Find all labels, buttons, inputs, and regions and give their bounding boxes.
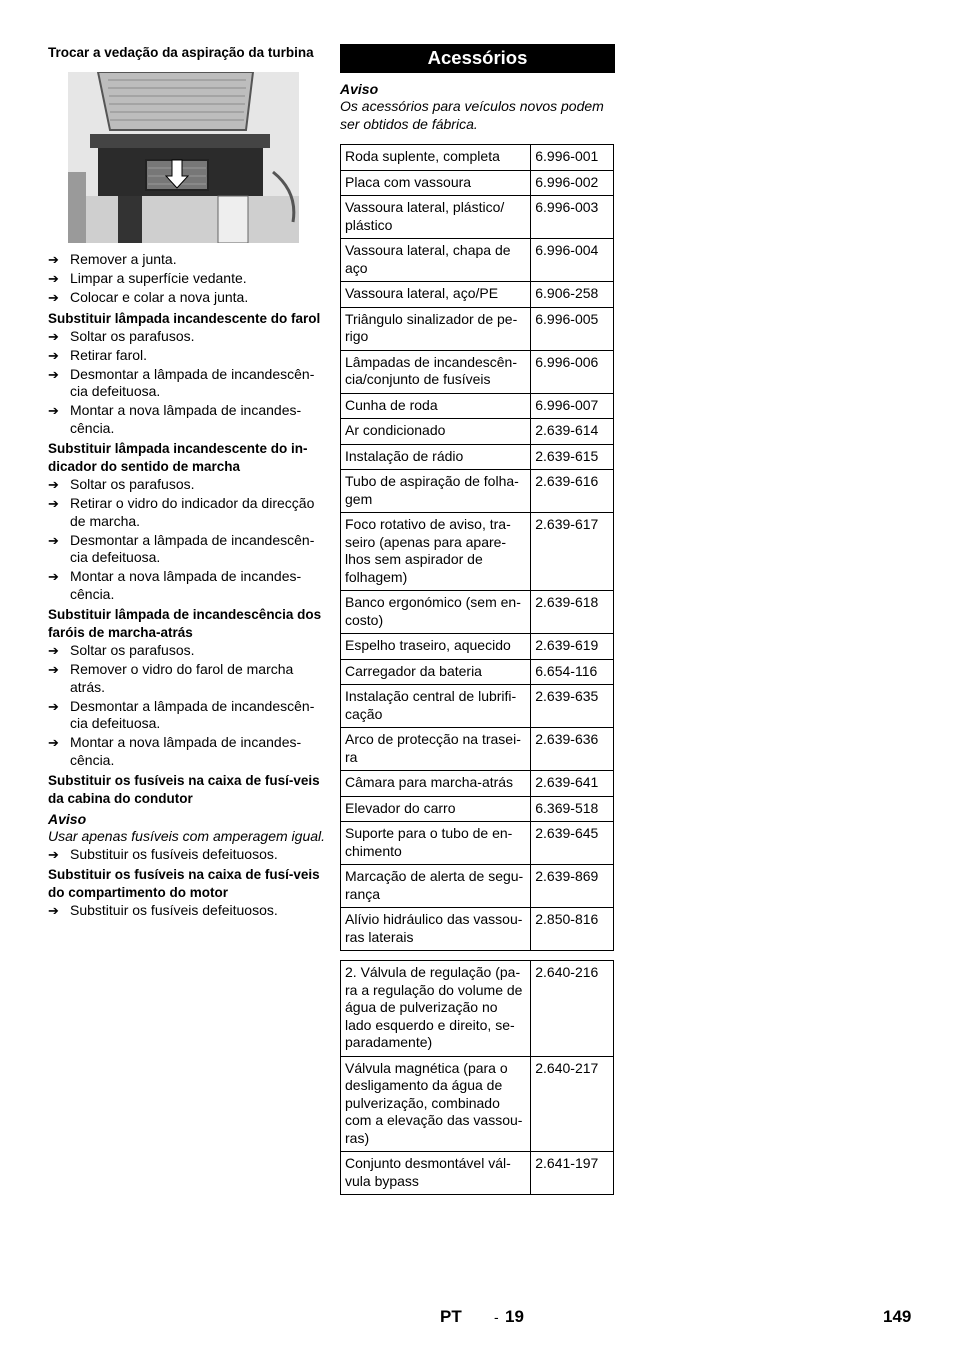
list-item: ➔ Soltar os parafusos. — [48, 642, 195, 658]
part-number: 2.639-645 — [531, 822, 614, 865]
table-row — [341, 685, 614, 728]
list-item: ➔ Limpar a superfície vedante. — [48, 270, 247, 286]
part-number: 2.639-636 — [531, 728, 614, 771]
part-number: 2.639-615 — [531, 444, 614, 470]
table-row — [341, 145, 614, 171]
part-number: 6.996-001 — [531, 145, 614, 171]
table-row — [341, 659, 614, 685]
left-column — [48, 44, 326, 921]
list-item: ➔ Colocar e colar a nova junta. — [48, 289, 249, 305]
table-row — [341, 393, 614, 419]
table-row — [341, 239, 614, 282]
notice-label: Aviso — [340, 81, 379, 97]
accessory-name: 2. Válvula de regulação (pa-ra a regulação do volume de água de pulverização no lado esquerdo e direito, se-paradamente) — [341, 961, 531, 1057]
table-row — [341, 513, 614, 591]
footer-language: PT — [440, 1307, 462, 1326]
part-number: 2.639-641 — [531, 771, 614, 797]
section-banner: Acessórios — [340, 44, 615, 73]
accessory-name: Vassoura lateral, aço/PE — [341, 282, 531, 308]
table-row — [341, 350, 614, 393]
accessories-table — [340, 144, 614, 951]
arrow-right-icon: ➔ — [48, 735, 59, 750]
table-row — [341, 908, 614, 951]
list-item: ➔ Montar a nova lâmpada de incandes-cência. — [48, 402, 302, 436]
arrow-right-icon: ➔ — [48, 846, 59, 862]
table-row — [341, 470, 614, 513]
part-number: 6.906-258 — [531, 282, 614, 308]
part-number: 2.639-635 — [531, 685, 614, 728]
accessory-name: Elevador do carro — [341, 796, 531, 822]
accessory-name: Foco rotativo de aviso, tra-seiro (apenas para apare-lhos sem aspirador de folhagem) — [341, 513, 531, 591]
arrow-right-icon: ➔ — [48, 532, 59, 548]
part-number: 6.996-003 — [531, 196, 614, 239]
part-number: 2.639-869 — [531, 865, 614, 908]
accessory-name: Espelho traseiro, aquecido — [341, 634, 531, 660]
part-number: 6.996-005 — [531, 307, 614, 350]
section-heading: Substituir lâmpada de incandescência dos faróis de marcha-atrás — [48, 607, 322, 640]
list-item: ➔ Desmontar a lâmpada de incandescên-cia defeituosa. — [48, 531, 315, 565]
list-item: ➔ Soltar os parafusos. — [48, 476, 195, 492]
accessory-name: Vassoura lateral, plástico/ plástico — [341, 196, 531, 239]
right-column — [340, 44, 615, 1195]
section-heading: Substituir os fusíveis na caixa de fusí-veis do compartimento do motor — [48, 867, 320, 900]
table-row — [341, 771, 614, 797]
table-row — [341, 865, 614, 908]
arrow-right-icon: ➔ — [48, 290, 59, 305]
accessory-name: Lâmpadas de incandescên-cia/conjunto de fusíveis — [341, 350, 531, 393]
part-number: 2.639-618 — [531, 591, 614, 634]
accessory-name: Ar condicionado — [341, 419, 531, 445]
accessory-name: Suporte para o tubo de en-chimento — [341, 822, 531, 865]
list-item: ➔ Soltar os parafusos. — [48, 327, 195, 344]
accessory-name: Roda suplente, completa — [341, 145, 531, 171]
part-number: 2.850-816 — [531, 908, 614, 951]
arrow-right-icon: ➔ — [48, 698, 59, 714]
section-heading: Substituir lâmpada incandescente do farol — [48, 310, 321, 326]
table-row — [341, 634, 614, 660]
list-item: ➔ Substituir os fusíveis defeituosos. — [48, 845, 278, 862]
steps-list — [48, 476, 326, 603]
part-number: 6.996-006 — [531, 350, 614, 393]
part-number: 2.641-197 — [531, 1152, 614, 1195]
list-item: ➔ Desmontar a lâmpada de incandescên-cia defeituosa. — [48, 697, 315, 731]
table-row — [341, 961, 614, 1057]
list-item: ➔ Desmontar a lâmpada de incandescên-cia defeituosa. — [48, 365, 315, 399]
arrow-right-icon: ➔ — [48, 662, 59, 677]
accessory-name: Tubo de aspiração de folha-gem — [341, 470, 531, 513]
page-number: 149 — [883, 1307, 912, 1326]
list-item: ➔ Retirar farol. — [48, 346, 148, 363]
table-row — [341, 728, 614, 771]
part-number: 2.640-217 — [531, 1056, 614, 1152]
table-row — [341, 1152, 614, 1195]
accessory-name: Alívio hidráulico das vassou-ras laterais — [341, 908, 531, 951]
part-number: 6.996-004 — [531, 239, 614, 282]
table-row — [341, 1056, 614, 1152]
table-row — [341, 196, 614, 239]
arrow-right-icon: ➔ — [48, 643, 59, 658]
steps-list — [48, 642, 326, 769]
turbine-seal-photo — [68, 72, 299, 243]
table-row — [341, 170, 614, 196]
steps-list — [48, 328, 326, 438]
part-number: 6.654-116 — [531, 659, 614, 685]
table-row — [341, 444, 614, 470]
accessory-name: Cunha de roda — [341, 393, 531, 419]
accessory-name: Marcação de alerta de segu-rança — [341, 865, 531, 908]
list-item: ➔ Remover a junta. — [48, 251, 177, 267]
notice-text: Usar apenas fusíveis com amperagem igual. — [48, 828, 326, 844]
arrow-right-icon: ➔ — [48, 347, 59, 363]
arrow-right-icon: ➔ — [48, 271, 59, 286]
table-row — [341, 822, 614, 865]
arrow-right-icon: ➔ — [48, 403, 59, 418]
table-row — [341, 419, 614, 445]
part-number: 6.996-007 — [531, 393, 614, 419]
part-number: 6.996-002 — [531, 170, 614, 196]
arrow-right-icon: ➔ — [48, 477, 59, 492]
arrow-right-icon: ➔ — [48, 496, 59, 511]
list-item: ➔ Montar a nova lâmpada de incandes-cência. — [48, 568, 302, 602]
part-number: 2.639-619 — [531, 634, 614, 660]
accessory-name: Arco de protecção na trasei-ra — [341, 728, 531, 771]
part-number: 2.639-614 — [531, 419, 614, 445]
accessory-name: Conjunto desmontável vál-vula bypass — [341, 1152, 531, 1195]
accessory-name: Banco ergonómico (sem en-costo) — [341, 591, 531, 634]
arrow-right-icon: ➔ — [48, 366, 59, 382]
list-item: ➔ Substituir os fusíveis defeituosos. — [48, 902, 278, 918]
steps-list — [48, 251, 326, 307]
table-row — [341, 282, 614, 308]
part-number: 2.640-216 — [531, 961, 614, 1057]
list-item: ➔ Remover o vidro do farol de marcha atrás. — [48, 661, 294, 695]
arrow-right-icon: ➔ — [48, 328, 59, 344]
accessory-name: Triângulo sinalizador de pe-rigo — [341, 307, 531, 350]
table-row — [341, 307, 614, 350]
arrow-right-icon: ➔ — [48, 569, 59, 584]
accessory-name: Carregador da bateria — [341, 659, 531, 685]
accessory-name: Válvula magnética (para o desligamento da água de pulverização, combinado com a elevação das vassou-ras) — [341, 1056, 531, 1152]
list-item: ➔ Montar a nova lâmpada de incandes-cência. — [48, 734, 302, 768]
part-number: 2.639-617 — [531, 513, 614, 591]
part-number: 2.639-616 — [531, 470, 614, 513]
notice-label: Aviso — [48, 811, 87, 827]
accessory-name: Câmara para marcha-atrás — [341, 771, 531, 797]
notice-text: Os acessórios para veículos novos podem ser obtidos de fábrica. — [340, 98, 604, 132]
list-item: ➔ Retirar o vidro do indicador da direcção de marcha. — [48, 495, 315, 529]
section-heading: Trocar a vedação da aspiração da turbina — [48, 45, 314, 60]
arrow-right-icon: ➔ — [48, 252, 59, 267]
footer-dash: - — [494, 1309, 499, 1325]
section-heading: Substituir lâmpada incandescente do in-dicador do sentido de marcha — [48, 441, 308, 474]
accessories-table-2 — [340, 960, 614, 1195]
section-heading: Substituir os fusíveis na caixa de fusí-veis da cabina do condutor — [48, 773, 320, 806]
table-row — [341, 796, 614, 822]
accessory-name: Placa com vassoura — [341, 170, 531, 196]
part-number: 6.369-518 — [531, 796, 614, 822]
arrow-right-icon: ➔ — [48, 903, 59, 918]
accessory-name: Instalação central de lubrifi-cação — [341, 685, 531, 728]
footer-section-page: 19 — [505, 1307, 524, 1326]
accessory-name: Instalação de rádio — [341, 444, 531, 470]
table-row — [341, 591, 614, 634]
accessory-name: Vassoura lateral, chapa de aço — [341, 239, 531, 282]
